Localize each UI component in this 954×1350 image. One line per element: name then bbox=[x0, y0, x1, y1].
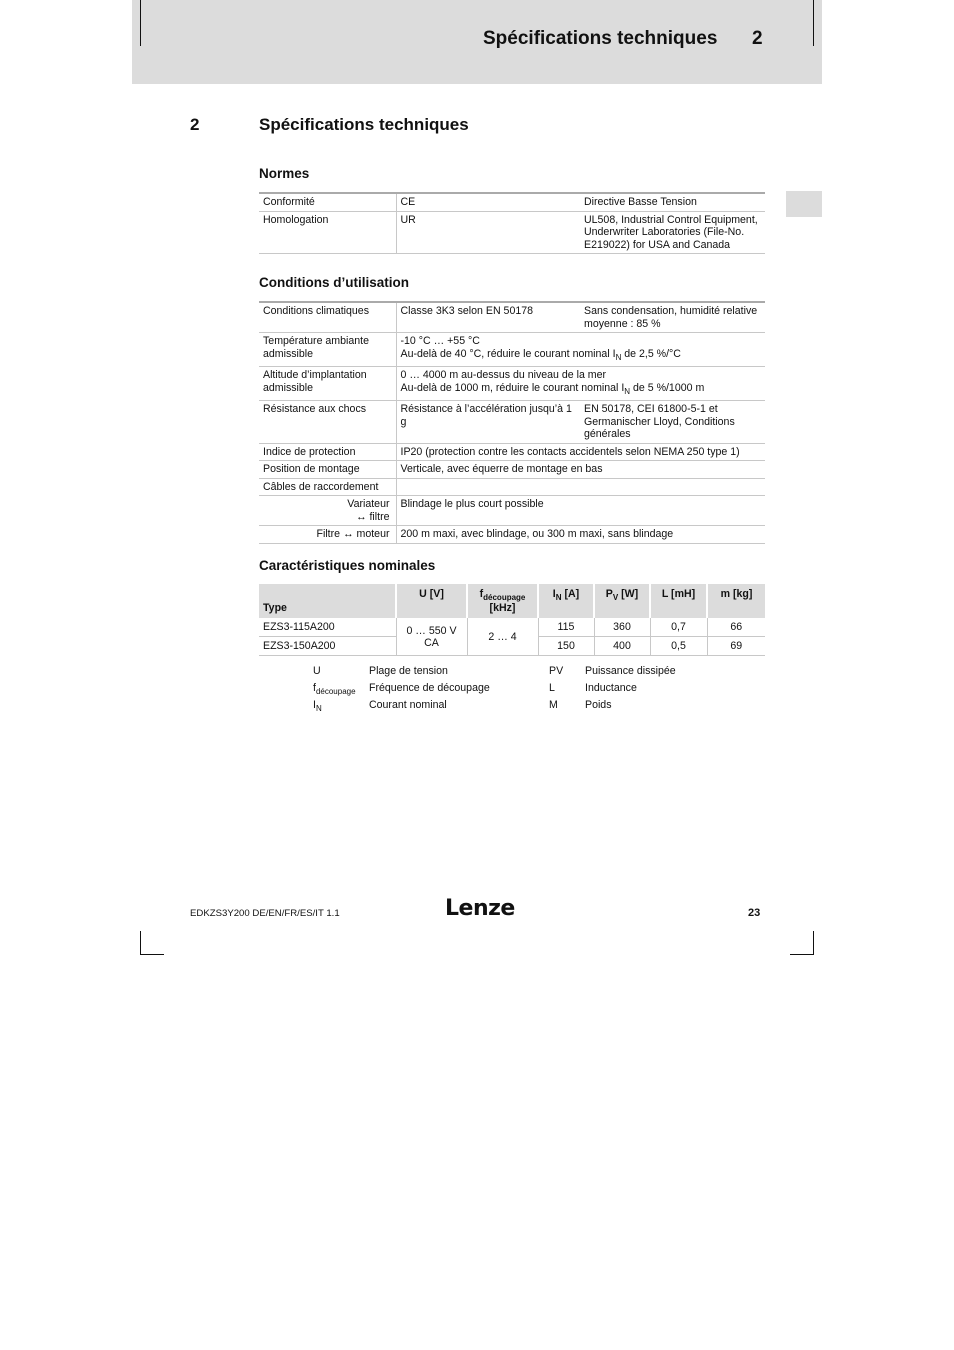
condition-value: IP20 (protection contre les contacts accidentels selon NEMA 250 type 1) bbox=[396, 443, 765, 461]
col-m: m [kg] bbox=[707, 584, 765, 618]
pv-cell: 360 bbox=[594, 618, 650, 637]
header-title: Spécifications techniques bbox=[483, 28, 718, 49]
legend-desc: Poids bbox=[585, 699, 612, 711]
header-band bbox=[132, 0, 822, 84]
m-cell: 66 bbox=[707, 618, 765, 637]
in-cell: 115 bbox=[538, 618, 594, 637]
legend-symbol: PV bbox=[549, 665, 564, 677]
table-row bbox=[259, 211, 765, 254]
f-cell: 2 … 4 bbox=[467, 618, 538, 656]
conditions-heading: Conditions d’utilisation bbox=[259, 275, 409, 290]
conditions-table bbox=[259, 301, 765, 544]
page-number: 23 bbox=[748, 907, 761, 919]
crop-mark bbox=[140, 931, 141, 955]
condition-label: Température ambiante admissible bbox=[259, 333, 396, 367]
table-row bbox=[259, 193, 765, 211]
col-u: U [V] bbox=[396, 584, 467, 618]
condition-label: Position de montage bbox=[259, 461, 396, 479]
normes-heading: Normes bbox=[259, 166, 310, 181]
col-f: $f_{découpage}$ [kHz] bbox=[467, 584, 538, 618]
condition-value: Résistance à l’accélération jusqu’à 1 g bbox=[396, 401, 580, 444]
table-row bbox=[259, 618, 765, 637]
normes-value: CE bbox=[396, 193, 580, 211]
m-cell: 69 bbox=[707, 637, 765, 656]
legend-symbol: M bbox=[549, 699, 558, 711]
condition-value: 200 m maxi, avec blindage, ou 300 m maxi, sans blindage bbox=[396, 526, 765, 544]
crop-mark bbox=[790, 954, 814, 955]
condition-label: Indice de protection bbox=[259, 443, 396, 461]
normes-table bbox=[259, 192, 765, 254]
table-row bbox=[259, 443, 765, 461]
legend-symbol: $I_N$ bbox=[313, 699, 322, 714]
condition-label: Câbles de raccordement bbox=[259, 478, 396, 496]
table-row bbox=[259, 461, 765, 479]
type-cell: EZS3-150A200 bbox=[259, 637, 396, 656]
legend-symbol: U bbox=[313, 665, 321, 677]
condition-detail: EN 50178, CEI 61800-5-1 et Germanischer Lloyd, Conditions générales bbox=[580, 401, 765, 444]
table-row bbox=[259, 478, 765, 496]
crop-mark bbox=[813, 931, 814, 955]
in-cell: 150 bbox=[538, 637, 594, 656]
normes-label: Homologation bbox=[259, 211, 396, 254]
legend-desc: Courant nominal bbox=[369, 699, 447, 711]
table-row bbox=[259, 526, 765, 544]
normes-detail: Directive Basse Tension bbox=[580, 193, 765, 211]
table-header-row bbox=[259, 584, 765, 618]
condition-value: -10 °C … +55 °C Au-delà de 40 °C, réduire le courant nominal $I_N$ de 2,5 %/°C bbox=[396, 333, 765, 367]
col-pv: $P_V$ [W] bbox=[594, 584, 650, 618]
pv-cell: 400 bbox=[594, 637, 650, 656]
condition-value: Blindage le plus court possible bbox=[396, 496, 765, 526]
condition-value: Verticale, avec équerre de montage en bas bbox=[396, 461, 765, 479]
table-row bbox=[259, 496, 765, 526]
legend-symbol: $f_{découpage}$ bbox=[313, 682, 356, 697]
crop-mark bbox=[140, 0, 141, 46]
legend-symbol: L bbox=[549, 682, 555, 694]
legend-desc: Fréquence de découpage bbox=[369, 682, 490, 694]
condition-sublabel: Variateur ↔ filtre bbox=[259, 496, 396, 526]
condition-detail: Sans condensation, humidité relative moyenne : 85 % bbox=[580, 302, 765, 333]
l-cell: 0,7 bbox=[650, 618, 707, 637]
rated-table bbox=[259, 584, 765, 656]
section-title: Spécifications techniques bbox=[259, 115, 469, 134]
table-row bbox=[259, 367, 765, 401]
table-row bbox=[259, 333, 765, 367]
table-row bbox=[259, 302, 765, 333]
legend-desc: Puissance dissipée bbox=[585, 665, 676, 677]
col-in: $I_N$ [A] bbox=[538, 584, 594, 618]
legend-desc: Inductance bbox=[585, 682, 637, 694]
table-row bbox=[259, 401, 765, 444]
col-type: Type bbox=[259, 584, 396, 618]
normes-detail: UL508, Industrial Control Equipment, Underwriter Laboratories (File-No. E219022) for USA and Canada bbox=[580, 211, 765, 254]
condition-label: Altitude d’implantation admissible bbox=[259, 367, 396, 401]
col-l: L [mH] bbox=[650, 584, 707, 618]
u-cell: 0 … 550 V CA bbox=[396, 618, 467, 656]
crop-mark bbox=[140, 954, 164, 955]
condition-value bbox=[396, 478, 765, 496]
normes-value: UR bbox=[396, 211, 580, 254]
condition-value: 0 … 4000 m au-dessus du niveau de la mer Au-delà de 1000 m, réduire le courant nominal $I_N$ de 5 %/1000 m bbox=[396, 367, 765, 401]
condition-label: Résistance aux chocs bbox=[259, 401, 396, 444]
l-cell: 0,5 bbox=[650, 637, 707, 656]
condition-sublabel: Filtre ↔ moteur bbox=[259, 526, 396, 544]
legend-desc: Plage de tension bbox=[369, 665, 448, 677]
crop-mark bbox=[813, 0, 814, 46]
type-cell: EZS3-115A200 bbox=[259, 618, 396, 637]
normes-label: Conformité bbox=[259, 193, 396, 211]
chapter-tab bbox=[786, 191, 822, 217]
condition-value: Classe 3K3 selon EN 50178 bbox=[396, 302, 580, 333]
document-code: EDKZS3Y200 DE/EN/FR/ES/IT 1.1 bbox=[190, 908, 340, 919]
lenze-logo: Lenze bbox=[445, 896, 515, 921]
header-chapter: 2 bbox=[752, 28, 763, 49]
condition-label: Conditions climatiques bbox=[259, 302, 396, 333]
section-number: 2 bbox=[190, 115, 200, 134]
rated-heading: Caractéristiques nominales bbox=[259, 558, 436, 573]
